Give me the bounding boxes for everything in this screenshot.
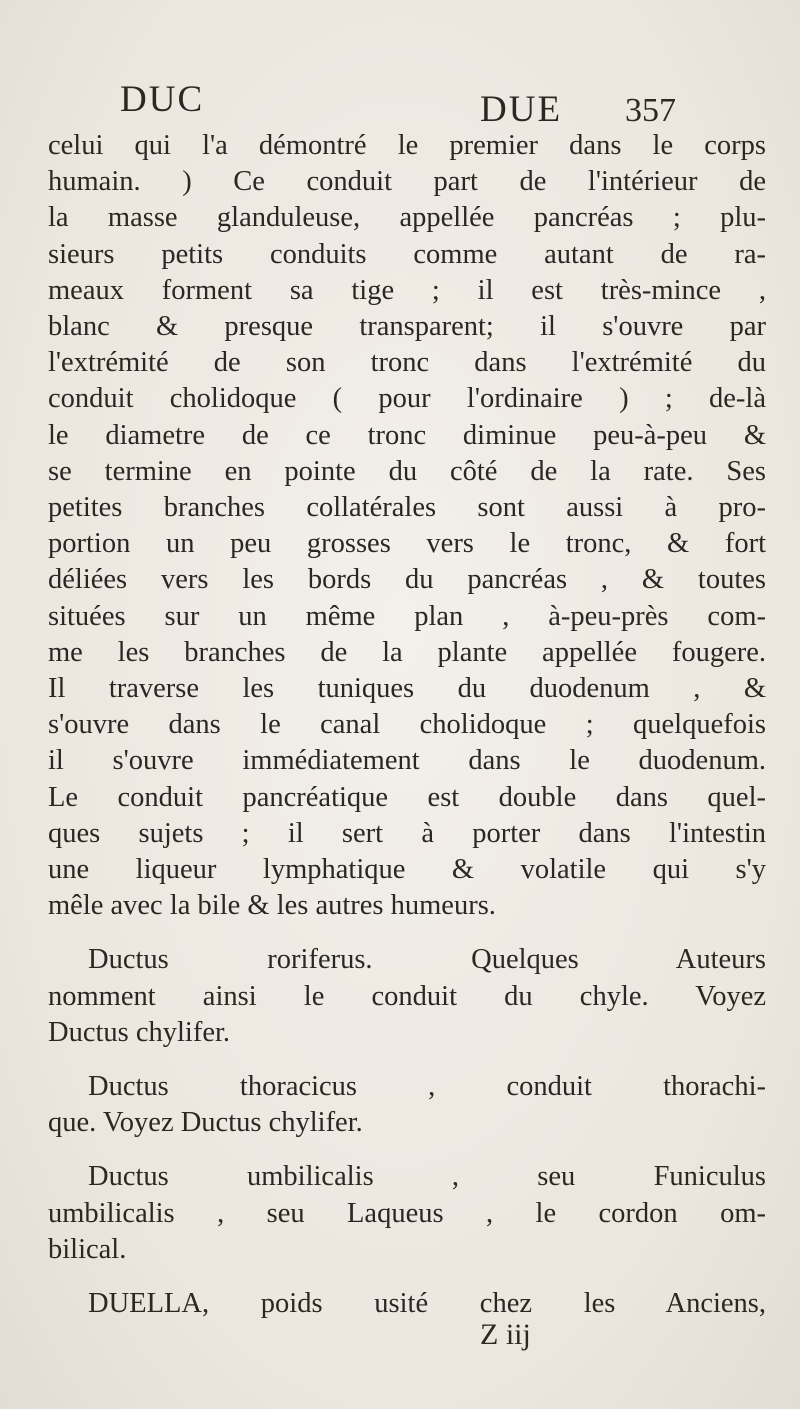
text-line: déliées vers les bords du pancréas , & toutes [48,564,766,596]
text-line: celui qui l'a démontré le premier dans le corps [48,130,766,161]
text-line: petites branches collatérales sont aussi à pro- [48,492,766,524]
text-line: mêle avec la bile & les autres humeurs. [48,890,496,922]
text-line: nomment ainsi le conduit du chyle. Voyez [48,980,766,1012]
paragraph-conduit-pancreatique [48,128,766,924]
text-line: Ductus roriferus. Quelques Auteurs [88,944,766,976]
text-line: bilical. [48,1233,127,1265]
text-line: s'ouvre dans le canal cholidoque ; quelquefois [48,709,766,741]
text-line: Le conduit pancréatique est double dans quel- [48,781,766,813]
text-line: une liqueur lymphatique & volatile qui s'y [48,854,766,886]
text-line: Ductus chylifer. [48,1016,231,1048]
text-line: il s'ouvre immédiatement dans le duodenum. [48,745,766,777]
entry-ductus-umbilicalis [48,1159,766,1268]
text-line: Ductus thoracicus , conduit thorachi- [88,1071,766,1103]
header-right-word: DUE [480,89,563,130]
text-line: me les branches de la plante appellée fougere. [48,636,766,668]
signature-mark: Z iij [480,1318,531,1351]
text-line: humain. ) Ce conduit part de l'intérieur de [48,166,766,198]
running-header [120,78,770,128]
text-line: portion un peu grosses vers le tronc, & fort [48,528,766,560]
page-body [48,128,766,1322]
text-line: meaux forment sa tige ; il est très-mince , [48,274,766,306]
page-number: 357 [625,92,676,129]
text-line: conduit cholidoque ( pour l'ordinaire ) ; de-là [48,383,766,415]
text-line: le diametre de ce tronc diminue peu-à-peu & [48,419,766,451]
entry-ductus-roriferus [48,942,766,1051]
text-line: Il traverse les tuniques du duodenum , & [48,673,766,705]
text-line: DUELLA, poids usité chez les Anciens, [88,1288,766,1320]
text-line: situées sur un même plan , à-peu-près com- [48,600,766,632]
text-line: se termine en pointe du côté de la rate. Ses [48,455,766,487]
entry-ductus-thoracicus [48,1069,766,1141]
text-line: sieurs petits conduits comme autant de ra- [48,238,766,270]
text-line: que. Voyez Ductus chylifer. [48,1107,363,1139]
text-line: l'extrémité de son tronc dans l'extrémité du [48,347,766,379]
text-line: ques sujets ; il sert à porter dans l'intestin [48,817,766,849]
header-left-word: DUC [120,79,205,120]
text-line: la masse glanduleuse, appellée pancréas ; plu- [48,202,766,234]
entry-duella [48,1286,766,1322]
text-line: Ductus umbilicalis , seu Funiculus [88,1161,766,1193]
text-line: umbilicalis , seu Laqueus , le cordon om- [48,1197,766,1229]
text-line: blanc & presque transparent; il s'ouvre par [48,311,766,343]
